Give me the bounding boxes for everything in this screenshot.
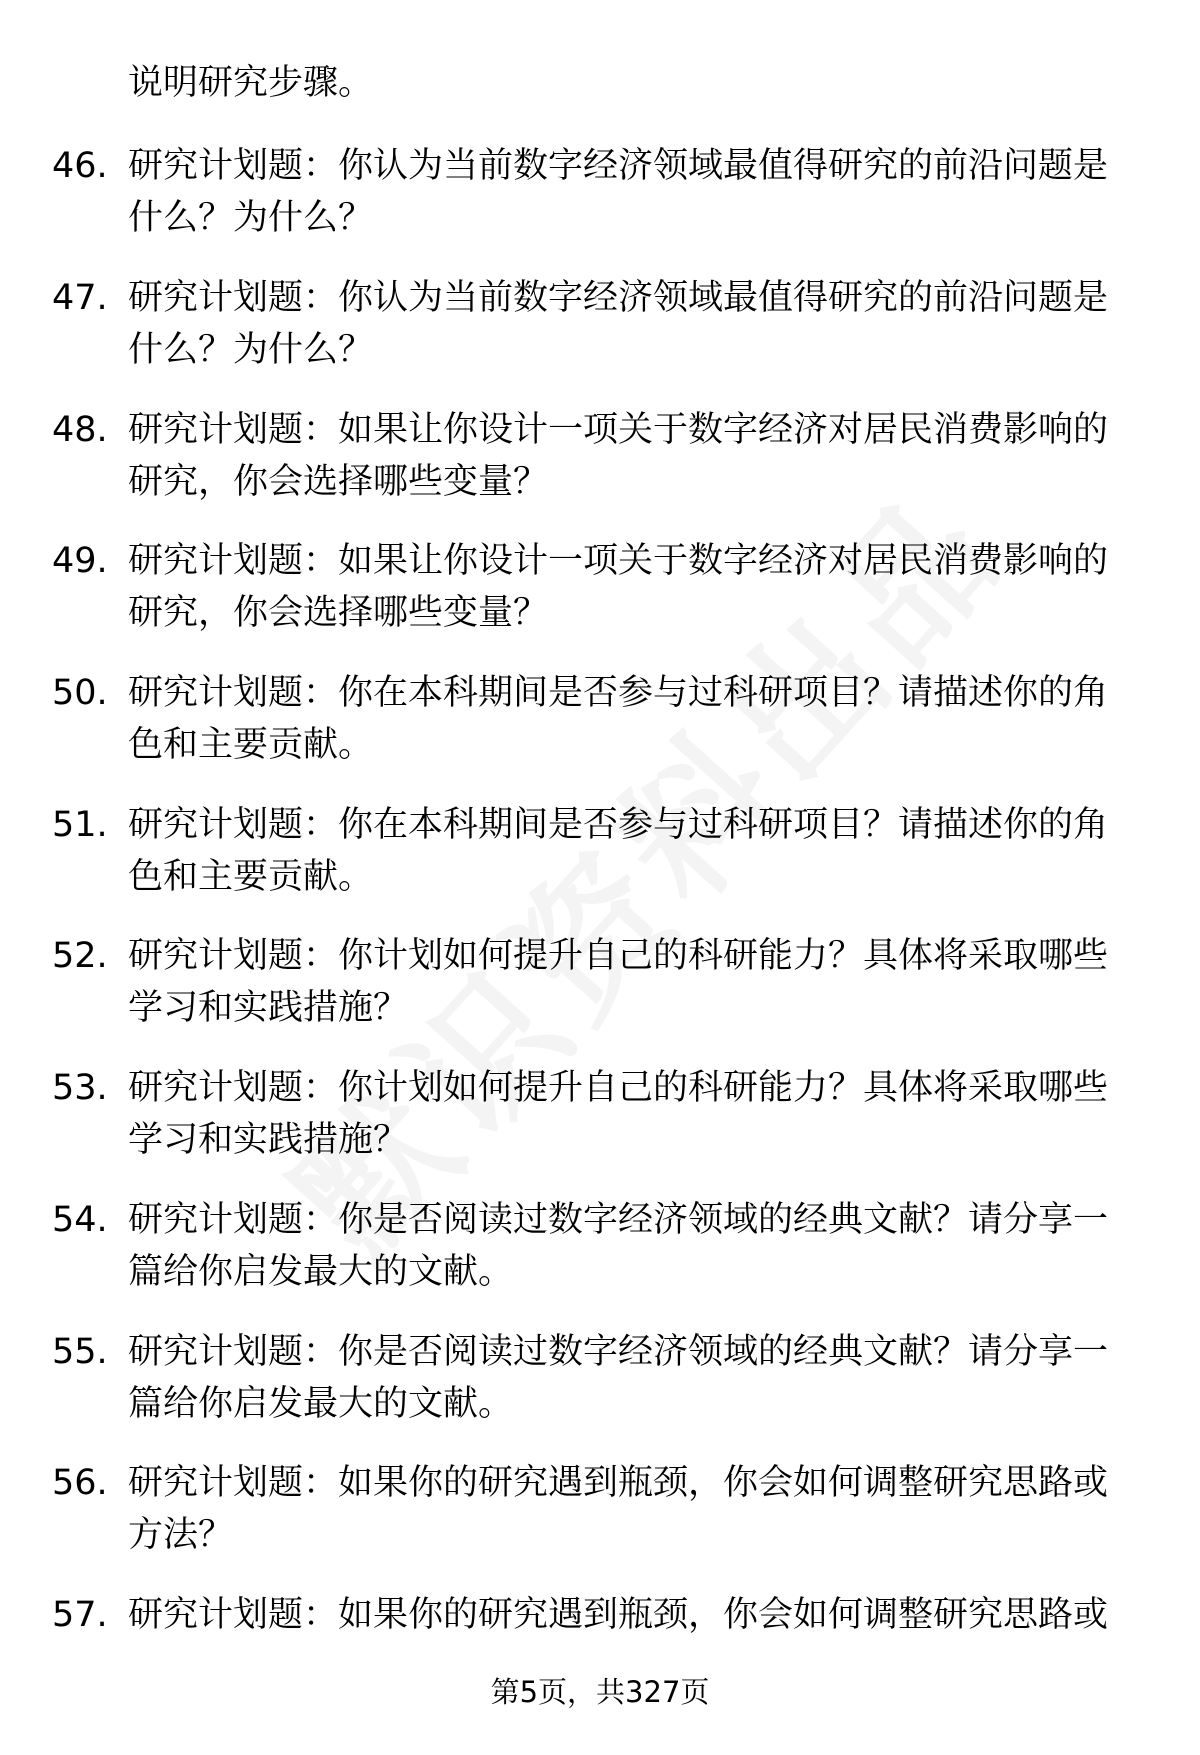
item-text: 研究计划题：你在本科期间是否参与过科研项目？请描述你的角 色和主要贡献。 — [128, 673, 1109, 765]
item-text: 研究计划题：你在本科期间是否参与过科研项目？请描述你的角 色和主要贡献。 — [128, 805, 1109, 897]
item-text: 研究计划题：你认为当前数字经济领域最值得研究的前沿问题是 什么？为什么？ — [128, 278, 1109, 370]
item-number: 57. — [52, 1595, 108, 1635]
item-text: 研究计划题：你计划如何提升自己的科研能力？具体将采取哪些 学习和实践措施？ — [128, 1068, 1109, 1160]
item-text: 研究计划题：如果你的研究遇到瓶颈，你会如何调整研究思路或 方法？ — [128, 1463, 1109, 1555]
continuation-text: 说明研究步骤。 — [128, 63, 374, 103]
item-number: 48. — [52, 410, 108, 450]
item-number: 53. — [52, 1068, 108, 1108]
item-number: 47. — [52, 278, 108, 318]
item-text: 研究计划题：如果让你设计一项关于数字经济对居民消费影响的 研究，你会选择哪些变量？ — [128, 410, 1109, 502]
page-footer: 第5页，共327页 — [490, 1675, 710, 1709]
item-text: 研究计划题：你计划如何提升自己的科研能力？具体将采取哪些 学习和实践措施？ — [128, 936, 1109, 1028]
item-text: 研究计划题：如果让你设计一项关于数字经济对居民消费影响的 研究，你会选择哪些变量？ — [128, 541, 1109, 633]
item-number: 46. — [52, 146, 108, 186]
item-text: 研究计划题：你是否阅读过数字经济领域的经典文献？请分享一 篇给你启发最大的文献。 — [128, 1200, 1109, 1292]
item-number: 50. — [52, 673, 108, 713]
item-text: 研究计划题：如果你的研究遇到瓶颈，你会如何调整研究思路或 — [128, 1595, 1109, 1635]
item-number: 49. — [52, 541, 108, 581]
item-number: 54. — [52, 1200, 108, 1240]
item-number: 52. — [52, 936, 108, 976]
item-number: 55. — [52, 1332, 108, 1372]
item-text: 研究计划题：你是否阅读过数字经济领域的经典文献？请分享一 篇给你启发最大的文献。 — [128, 1332, 1109, 1424]
item-text: 研究计划题：你认为当前数字经济领域最值得研究的前沿问题是 什么？为什么？ — [128, 146, 1109, 238]
item-number: 56. — [52, 1463, 108, 1503]
item-number: 51. — [52, 805, 108, 845]
